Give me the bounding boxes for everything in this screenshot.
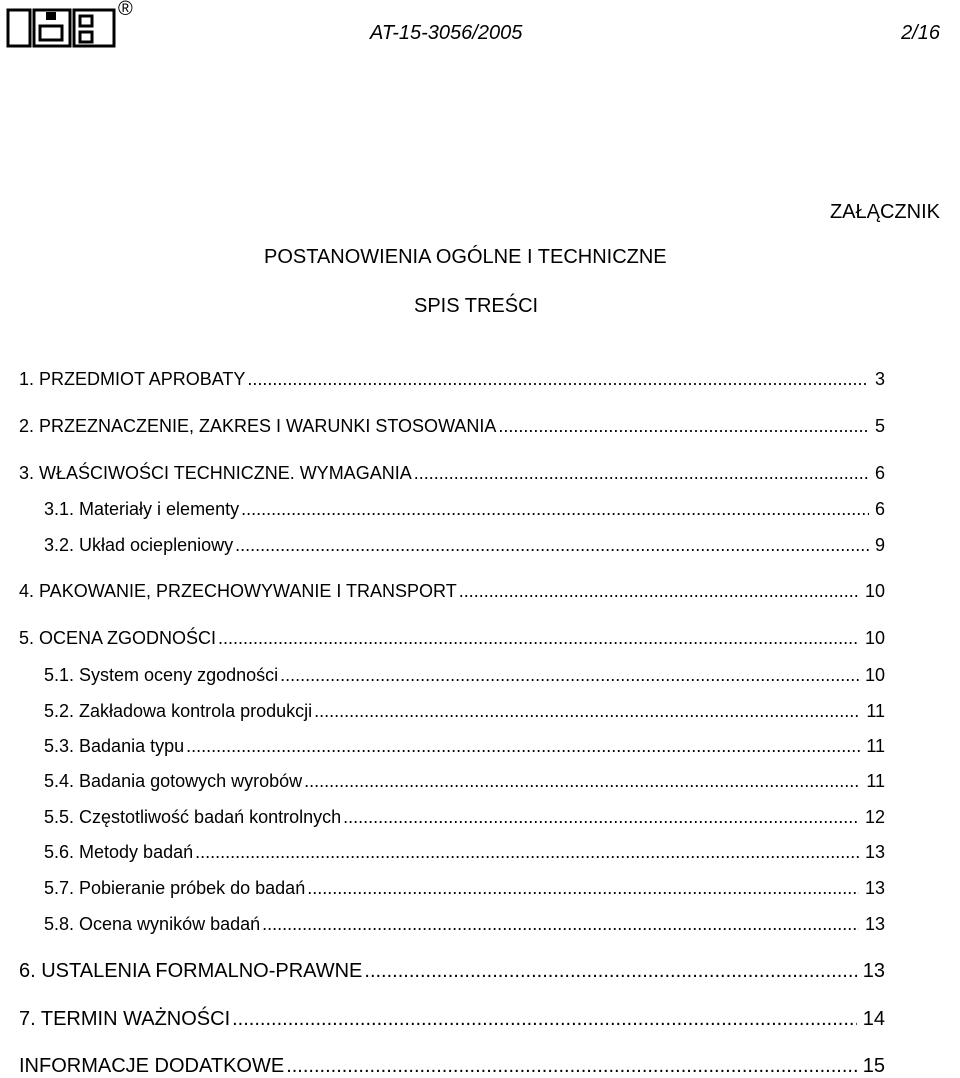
toc-entry-label: 5.7. Pobieranie próbek do badań xyxy=(44,878,306,898)
toc-entry-page: 13 xyxy=(864,842,885,862)
toc-entry-label: 5. OCENA ZGODNOŚCI xyxy=(19,628,217,648)
toc-entry[interactable] xyxy=(19,1054,885,1078)
toc-entry[interactable] xyxy=(44,533,885,557)
registered-mark: ® xyxy=(118,0,133,20)
toc-entry[interactable] xyxy=(19,579,885,603)
toc-leader-dots xyxy=(498,414,869,438)
toc-leader-dots xyxy=(307,876,859,900)
toc-entry-page: 6 xyxy=(874,463,885,483)
toc-leader-dots xyxy=(286,1054,857,1078)
toc-entry[interactable] xyxy=(44,912,885,936)
toc-entry-label: 5.6. Metody badań xyxy=(44,842,194,862)
itb-logo-icon xyxy=(6,2,118,50)
toc-entry[interactable] xyxy=(44,769,885,793)
toc-entry-label: INFORMACJE DODATKOWE xyxy=(19,1055,285,1077)
toc-entry[interactable] xyxy=(19,959,885,983)
toc-entry-page: 9 xyxy=(874,535,885,555)
toc-entry-page: 3 xyxy=(874,369,885,389)
toc-entry-label: 6. USTALENIA FORMALNO-PRAWNE xyxy=(19,960,363,982)
toc-entry-label: 5.3. Badania typu xyxy=(44,736,185,756)
toc-leader-dots xyxy=(280,663,859,687)
toc-leader-dots xyxy=(186,734,860,758)
toc-entry[interactable] xyxy=(19,626,885,650)
annex-label: ZAŁĄCZNIK xyxy=(829,201,940,223)
toc-entry[interactable] xyxy=(44,734,885,758)
toc-entry[interactable] xyxy=(19,367,885,391)
toc-entry-label: 5.2. Zakładowa kontrola produkcji xyxy=(44,701,313,721)
toc-title: SPIS TREŚCI xyxy=(414,295,539,317)
toc-entry-page: 11 xyxy=(866,771,885,791)
toc-entry[interactable] xyxy=(44,805,885,829)
toc-leader-dots xyxy=(314,699,860,723)
toc-entry-page: 12 xyxy=(864,807,885,827)
toc-entry-page: 10 xyxy=(864,628,885,648)
toc-entry-page: 14 xyxy=(862,1008,885,1030)
toc-entry-label: 4. PAKOWANIE, PRZECHOWYWANIE I TRANSPORT xyxy=(19,581,457,601)
toc-entry-page: 10 xyxy=(864,665,885,685)
toc-leader-dots xyxy=(232,1007,857,1031)
toc-leader-dots xyxy=(218,626,859,650)
toc-entry-label: 3. WŁAŚCIWOŚCI TECHNICZNE. WYMAGANIA xyxy=(19,463,412,483)
toc-entry[interactable] xyxy=(44,840,885,864)
toc-leader-dots xyxy=(304,769,860,793)
toc-entry[interactable] xyxy=(44,663,885,687)
toc-leader-dots xyxy=(459,579,859,603)
toc-entry[interactable] xyxy=(19,414,885,438)
toc-entry-page: 15 xyxy=(862,1055,885,1077)
toc-entry[interactable] xyxy=(19,1007,885,1031)
toc-leader-dots xyxy=(414,461,869,485)
main-title-text: POSTANOWIENIA OGÓLNE I TECHNICZNE xyxy=(264,246,667,268)
toc-leader-dots xyxy=(195,840,859,864)
toc-entry-page: 13 xyxy=(864,878,885,898)
toc-entry-label: 5.1. System oceny zgodności xyxy=(44,665,279,685)
toc-entry-label: 3.1. Materiały i elementy xyxy=(44,499,240,519)
toc-entry-page: 13 xyxy=(862,960,885,982)
toc-leader-dots xyxy=(247,367,869,391)
toc-entry-page: 10 xyxy=(864,581,885,601)
toc-entry-label: 2. PRZEZNACZENIE, ZAKRES I WARUNKI STOSOWANIA xyxy=(19,416,497,436)
toc-entry-label: 5.8. Ocena wyników badań xyxy=(44,914,261,934)
toc-entry-page: 6 xyxy=(874,499,885,519)
toc-entry-label: 7. TERMIN WAŻNOŚCI xyxy=(19,1008,231,1030)
toc-entry[interactable] xyxy=(19,461,885,485)
toc-leader-dots xyxy=(235,533,869,557)
page-number: 2/16 xyxy=(901,22,940,44)
toc-entry-label: 5.4. Badania gotowych wyrobów xyxy=(44,771,303,791)
toc-leader-dots xyxy=(241,497,869,521)
toc-entry-page: 11 xyxy=(866,736,885,756)
toc-entry[interactable] xyxy=(44,497,885,521)
toc-leader-dots xyxy=(364,959,856,983)
toc-entry-page: 11 xyxy=(866,701,885,721)
toc-entry-label: 5.5. Częstotliwość badań kontrolnych xyxy=(44,807,342,827)
toc-leader-dots xyxy=(343,805,859,829)
toc-entry-label: 3.2. Układ ociepleniowy xyxy=(44,535,234,555)
toc-entry[interactable] xyxy=(44,876,885,900)
toc-entry-page: 13 xyxy=(864,914,885,934)
toc-leader-dots xyxy=(262,912,859,936)
toc-entry-page: 5 xyxy=(874,416,885,436)
toc-entry-label: 1. PRZEDMIOT APROBATY xyxy=(19,369,246,389)
toc-entry[interactable] xyxy=(44,699,885,723)
document-code: AT-15-3056/2005 xyxy=(370,22,523,44)
